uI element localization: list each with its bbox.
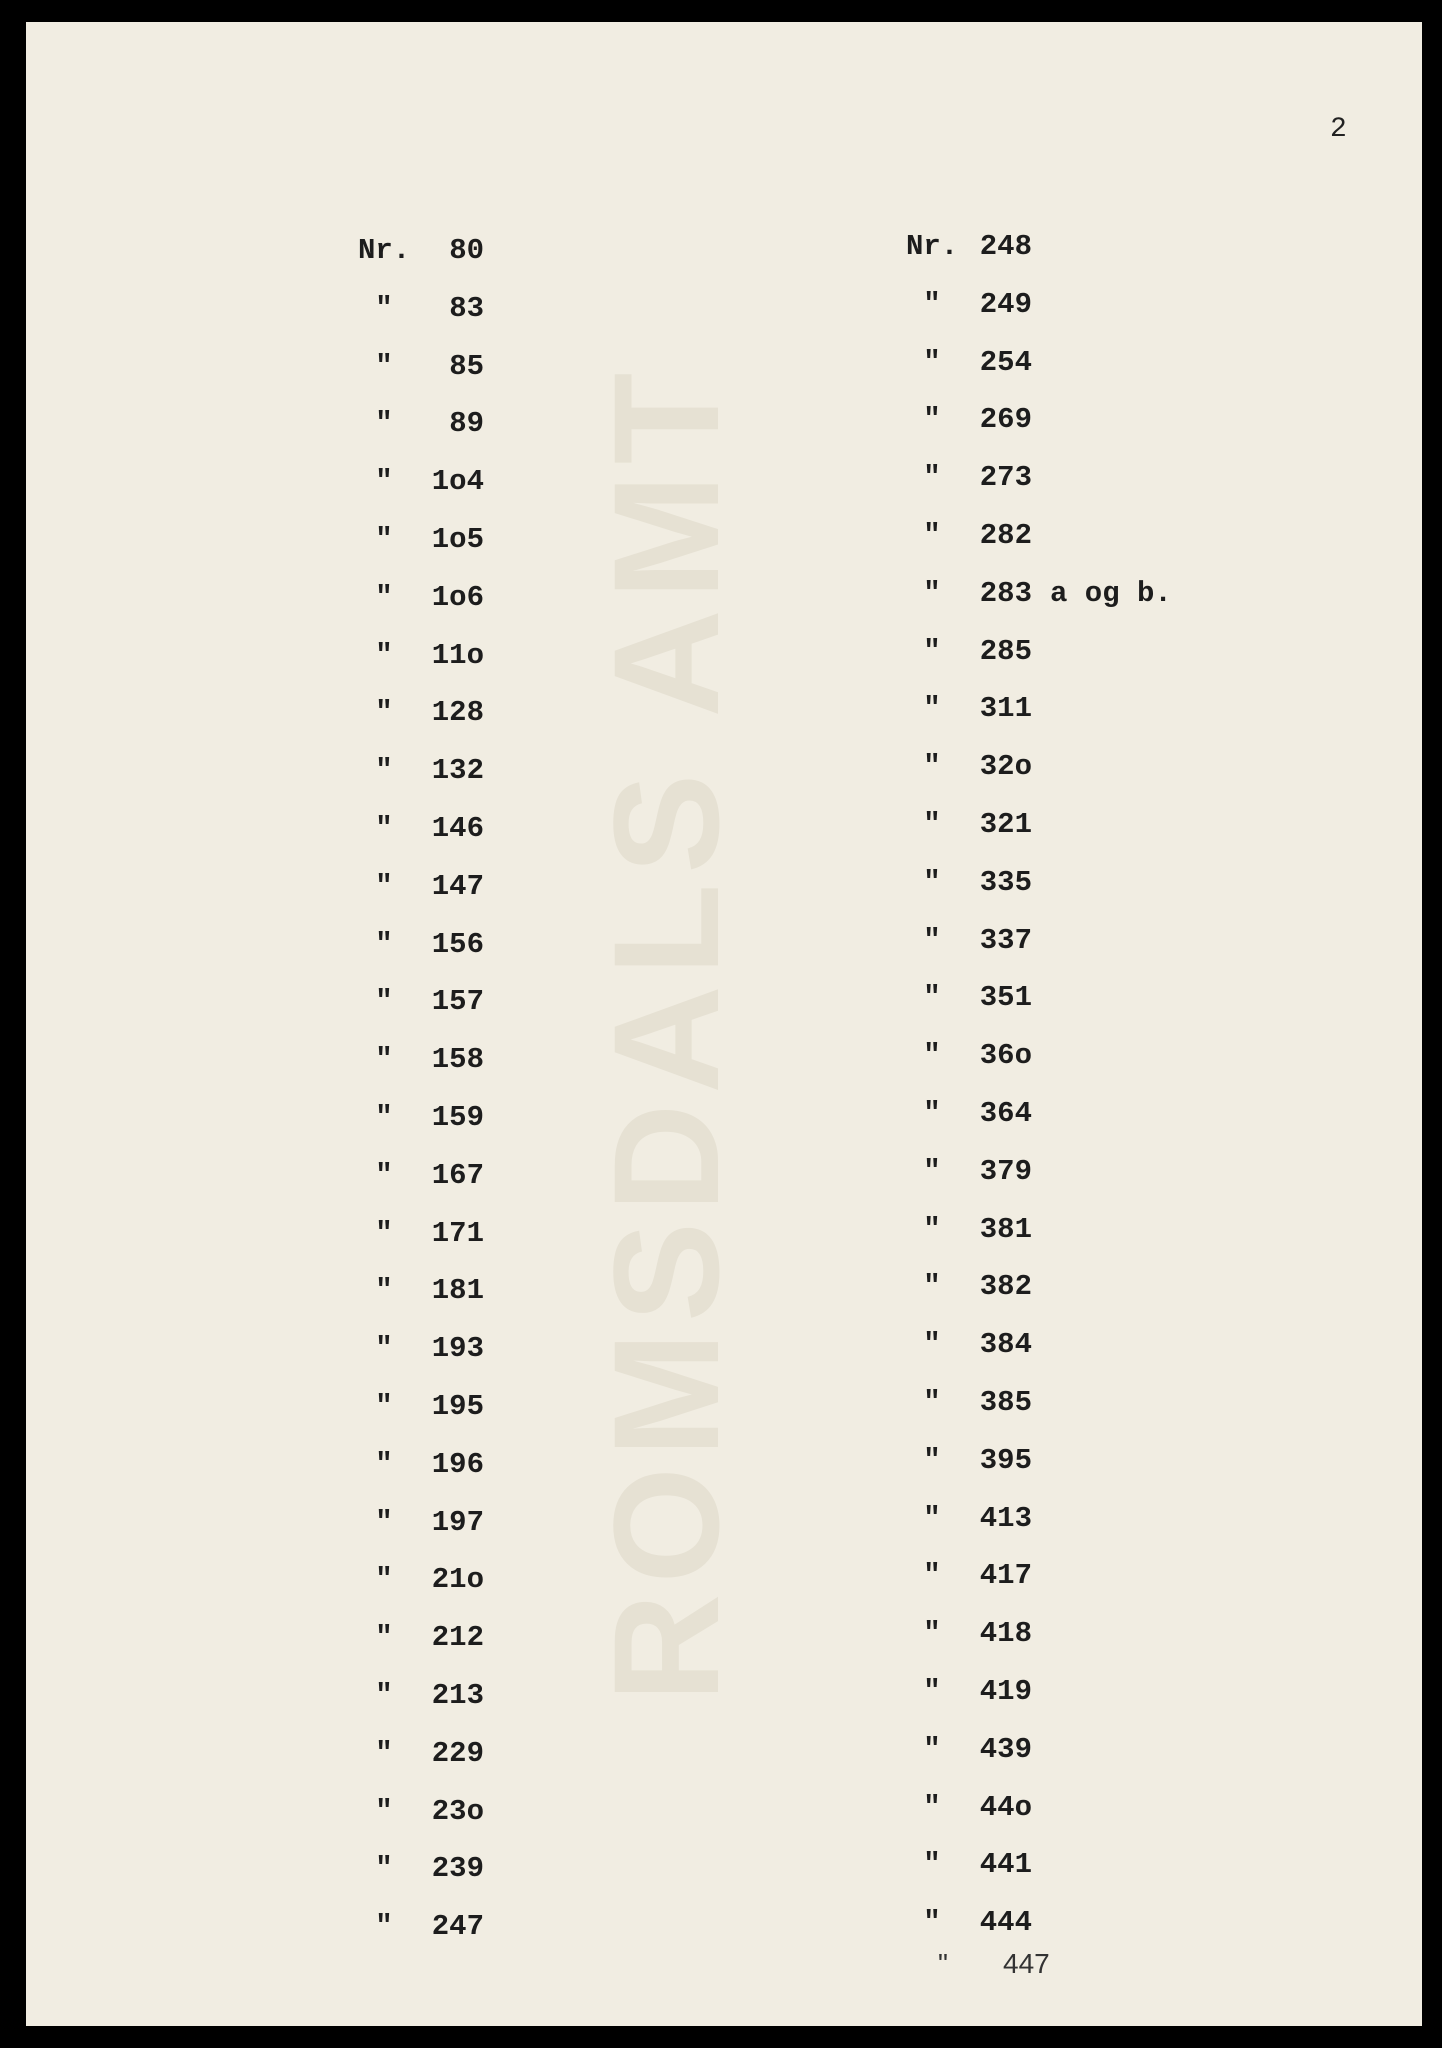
entry-number: 418 — [979, 1617, 1032, 1651]
list-entry — [906, 276, 1172, 334]
entry-number: 132 — [431, 754, 484, 788]
ditto-mark: " — [375, 349, 393, 383]
entry-number: 249 — [979, 287, 1032, 321]
list-entry — [906, 218, 1172, 276]
entry-number: 248 — [979, 230, 1032, 263]
entry-number: 1o6 — [431, 580, 484, 614]
entry-number: 381 — [979, 1212, 1032, 1246]
list-entry — [906, 969, 1172, 1027]
ditto-mark: " — [375, 1158, 393, 1192]
list-entry — [358, 395, 484, 453]
list-entry — [358, 222, 484, 280]
list-entry — [358, 1783, 484, 1841]
entry-number: 247 — [431, 1910, 484, 1944]
list-entry — [358, 453, 484, 511]
entry-number: 351 — [979, 981, 1032, 1015]
list-entry — [906, 391, 1172, 449]
ditto-mark: " — [923, 403, 941, 437]
ditto-mark: " — [923, 634, 941, 668]
list-entry — [358, 511, 484, 569]
entry-number: 239 — [431, 1852, 484, 1886]
list-entry — [358, 627, 484, 685]
entry-number: 384 — [979, 1328, 1032, 1362]
ditto-mark: " — [923, 807, 941, 841]
entry-number: 364 — [979, 1096, 1032, 1130]
list-entry — [358, 1725, 484, 1783]
list-entry — [358, 1551, 484, 1609]
list-entry — [906, 854, 1172, 912]
ditto-mark: " — [923, 923, 941, 957]
ditto-mark: " — [923, 1906, 941, 1940]
list-entry — [906, 334, 1172, 392]
ditto-mark: " — [375, 1332, 393, 1366]
archive-stamp-watermark: ROMSDALS AMT — [582, 362, 750, 1702]
ditto-mark: " — [923, 287, 941, 321]
list-entry — [906, 1663, 1172, 1721]
entry-number: 89 — [449, 407, 484, 441]
entry-number: 273 — [979, 461, 1032, 495]
entry-number: 283 — [979, 576, 1032, 610]
ditto-mark: " — [923, 518, 941, 552]
ditto-mark: " — [923, 1270, 941, 1304]
ditto-mark: " — [375, 580, 393, 614]
list-entry — [358, 1031, 484, 1089]
list-entry — [358, 1609, 484, 1667]
entry-number: 44o — [979, 1790, 1032, 1824]
entry-number: 419 — [979, 1674, 1032, 1708]
ditto-mark: " — [375, 1447, 393, 1481]
entry-number: 382 — [979, 1270, 1032, 1304]
ditto-mark: " — [923, 1096, 941, 1130]
list-entry — [358, 1320, 484, 1378]
entry-number: 158 — [431, 1043, 484, 1077]
ditto-mark: " — [375, 1852, 393, 1886]
document-page — [26, 22, 1422, 2026]
list-entry — [358, 916, 484, 974]
list-entry — [906, 1836, 1172, 1894]
entry-number: 147 — [431, 869, 484, 903]
ditto-mark: " — [923, 1848, 941, 1882]
list-entry — [358, 684, 484, 742]
ditto-mark: " — [938, 1948, 948, 1979]
list-entry — [358, 1147, 484, 1205]
ditto-mark: " — [375, 1910, 393, 1944]
right-number-list — [906, 218, 1172, 1952]
list-entry — [358, 1840, 484, 1898]
entry-number: 439 — [979, 1732, 1032, 1766]
entry-number: 285 — [979, 634, 1032, 668]
entry-number: 11o — [431, 638, 484, 672]
entry-number: 156 — [431, 927, 484, 961]
ditto-mark: " — [375, 1621, 393, 1655]
entry-number: 83 — [449, 291, 484, 325]
entry-number: 229 — [431, 1736, 484, 1770]
list-entry — [906, 507, 1172, 565]
entry-number: 1o5 — [431, 522, 484, 556]
ditto-mark: " — [375, 1794, 393, 1828]
entry-number: 171 — [431, 1216, 484, 1250]
list-entry — [906, 449, 1172, 507]
list-entry — [358, 973, 484, 1031]
list-entry — [906, 1721, 1172, 1779]
ditto-mark: " — [923, 865, 941, 899]
list-entry — [358, 1205, 484, 1263]
ditto-mark: " — [375, 696, 393, 730]
list-entry — [906, 623, 1172, 681]
entry-number: 85 — [449, 349, 484, 383]
list-entry — [906, 1605, 1172, 1663]
entry-suffix: a og b. — [1050, 576, 1172, 610]
ditto-mark: " — [375, 1563, 393, 1597]
ditto-mark: " — [375, 291, 393, 325]
ditto-mark: " — [923, 1385, 941, 1419]
ditto-mark: " — [923, 692, 941, 726]
ditto-mark: " — [375, 1274, 393, 1308]
list-entry — [906, 1374, 1172, 1432]
list-entry — [906, 680, 1172, 738]
entry-number: 195 — [431, 1389, 484, 1423]
entry-number: 196 — [431, 1447, 484, 1481]
list-entry — [906, 1258, 1172, 1316]
ditto-mark: " — [375, 869, 393, 903]
list-entry — [358, 1667, 484, 1725]
list-entry — [906, 1143, 1172, 1201]
list-entry — [906, 1201, 1172, 1259]
ditto-mark: " — [923, 345, 941, 379]
entry-number: 379 — [979, 1154, 1032, 1188]
ditto-mark: " — [375, 1216, 393, 1250]
list-entry — [906, 1316, 1172, 1374]
list-entry — [906, 796, 1172, 854]
list-entry — [358, 800, 484, 858]
entry-number: 444 — [979, 1906, 1032, 1940]
ditto-mark: " — [375, 1678, 393, 1712]
list-entry — [906, 1547, 1172, 1605]
ditto-mark: " — [923, 981, 941, 1015]
list-entry — [906, 912, 1172, 970]
list-entry — [358, 1898, 484, 1956]
ditto-mark: " — [375, 811, 393, 845]
entry-number: 1o4 — [431, 465, 484, 499]
ditto-mark: " — [923, 576, 941, 610]
entry-number: 413 — [979, 1501, 1032, 1535]
entry-number: 32o — [979, 750, 1032, 784]
entry-number: 36o — [979, 1039, 1032, 1073]
entry-number: 181 — [431, 1274, 484, 1308]
entry-number: 335 — [979, 865, 1032, 899]
ditto-mark: " — [375, 1389, 393, 1423]
handwritten-last-entry — [938, 1948, 1050, 1980]
list-entry — [358, 1262, 484, 1320]
entry-number: 213 — [431, 1678, 484, 1712]
ditto-mark: " — [923, 750, 941, 784]
ditto-mark: " — [923, 1617, 941, 1651]
entry-number: 441 — [979, 1848, 1032, 1882]
entry-number: 269 — [979, 403, 1032, 437]
ditto-mark: " — [923, 1674, 941, 1708]
ditto-mark: " — [375, 407, 393, 441]
ditto-mark: " — [923, 1732, 941, 1766]
entry-number: 212 — [431, 1621, 484, 1655]
ditto-mark: " — [923, 1501, 941, 1535]
list-entry — [358, 569, 484, 627]
entry-number: 128 — [431, 696, 484, 730]
entry-number: 385 — [979, 1385, 1032, 1419]
ditto-mark: " — [375, 465, 393, 499]
ditto-mark: " — [375, 1100, 393, 1134]
left-number-list — [358, 222, 484, 1956]
entry-number: 23o — [431, 1794, 484, 1828]
list-entry — [358, 742, 484, 800]
ditto-mark: " — [923, 1559, 941, 1593]
ditto-mark: " — [375, 522, 393, 556]
list-entry — [906, 1779, 1172, 1837]
ditto-mark: " — [375, 927, 393, 961]
ditto-mark: " — [923, 1443, 941, 1477]
ditto-mark: " — [923, 1154, 941, 1188]
page-number: 2 — [1330, 114, 1347, 145]
entry-number: 197 — [431, 1505, 484, 1539]
ditto-mark: " — [923, 1328, 941, 1362]
entry-number: 447 — [1003, 1948, 1050, 1979]
entry-number: 321 — [979, 807, 1032, 841]
ditto-mark: " — [375, 1736, 393, 1770]
nr-label: Nr. — [906, 230, 959, 263]
entry-number: 167 — [431, 1158, 484, 1192]
entry-number: 157 — [431, 985, 484, 1019]
entry-number: 337 — [979, 923, 1032, 957]
ditto-mark: " — [923, 1039, 941, 1073]
entry-number: 159 — [431, 1100, 484, 1134]
entry-number: 254 — [979, 345, 1032, 379]
list-entry — [358, 280, 484, 338]
ditto-mark: " — [923, 1212, 941, 1246]
entry-number: 80 — [449, 234, 484, 267]
ditto-mark: " — [375, 754, 393, 788]
ditto-mark: " — [375, 1505, 393, 1539]
list-entry — [358, 1089, 484, 1147]
nr-label: Nr. — [358, 234, 411, 267]
entry-number: 311 — [979, 692, 1032, 726]
list-entry — [358, 338, 484, 396]
list-entry — [906, 1894, 1172, 1952]
list-entry — [906, 1085, 1172, 1143]
entry-number: 146 — [431, 811, 484, 845]
entry-number: 417 — [979, 1559, 1032, 1593]
list-entry — [906, 1027, 1172, 1085]
list-entry — [906, 565, 1172, 623]
list-entry — [906, 1490, 1172, 1548]
list-entry — [358, 1378, 484, 1436]
ditto-mark: " — [923, 1790, 941, 1824]
ditto-mark: " — [375, 1043, 393, 1077]
ditto-mark: " — [375, 638, 393, 672]
list-entry — [906, 1432, 1172, 1490]
entry-number: 21o — [431, 1563, 484, 1597]
list-entry — [358, 1436, 484, 1494]
ditto-mark: " — [923, 461, 941, 495]
entry-number: 395 — [979, 1443, 1032, 1477]
list-entry — [906, 738, 1172, 796]
entry-number: 282 — [979, 518, 1032, 552]
list-entry — [358, 858, 484, 916]
entry-number: 193 — [431, 1332, 484, 1366]
list-entry — [358, 1494, 484, 1552]
ditto-mark: " — [375, 985, 393, 1019]
